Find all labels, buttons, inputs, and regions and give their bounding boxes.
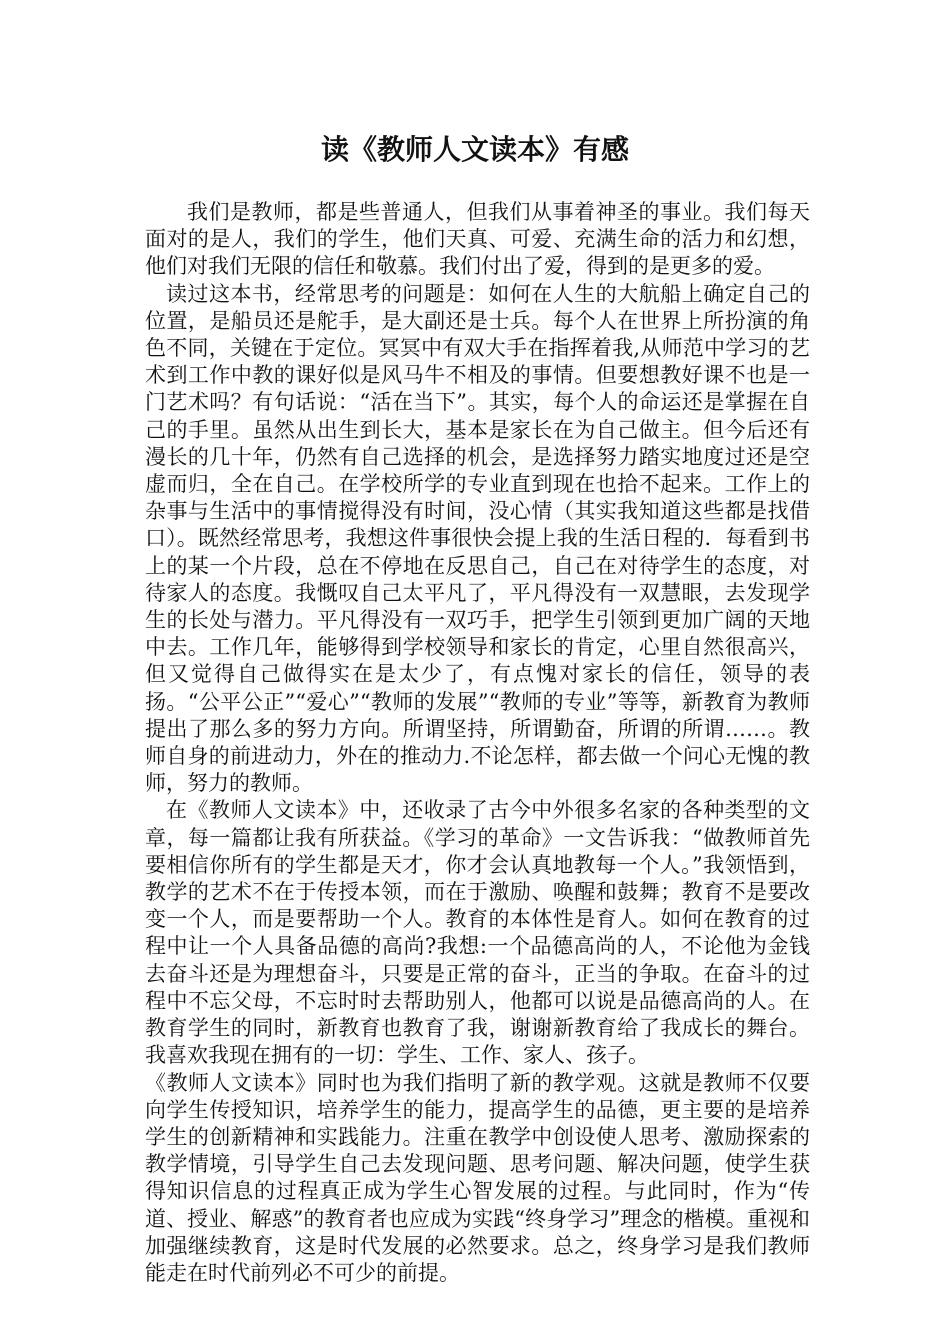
paragraph-2: 读过这本书，经常思考的问题是：如何在人生的大航船上确定自己的位置，是船员还是舵手，是大副还是士兵。每个人在世界上所扮演的角色不同，关键在于定位。冥冥中有双大手在指挥着我,从师范中学习的艺术到工作中教的课好似是风马牛不相及的事情。但要想教好课不也是一门艺术吗？有句话说：“活在当下”。其实，每个人的命运还是掌握在自己的手里。虽然从出生到长大，基本是家长在为自己做主。但今后还有漫长的几十年，仍然有自己选择的机会，是选择努力踏实地度过还是空虚而归，全在自己。在学校所学的专业直到现在也拾不起来。工作上的杂事与生活中的事情搅得没有时间，没心情（其实我知道这些都是找借口）。既然经常思考，我想这件事很快会提上我的生活日程的．每看到书上的某一个片段，总在不停地在反思自己，自己在对待学生的态度，对待家人的态度。我慨叹自己太平凡了，平凡得没有一双慧眼，去发现学生的长处与潜力。平凡得没有一双巧手，把学生引领到更加广阔的天地中去。工作几年，能够得到学校领导和家长的肯定，心里自然很高兴，但又觉得自己做得实在是太少了，有点愧对家长的信任，领导的表扬。“公平公正”“爱心”“教师的发展”“教师的专业”等等，新教育为教师提出了那么多的努力方向。所谓坚持，所谓勤奋，所谓的所谓……。教师自身的前进动力，外在的推动力.不论怎样，都去做一个问心无愧的教师，努力的教师。 <box>145 281 810 796</box>
document-body <box>145 199 810 1287</box>
paragraph-1: 我们是教师，都是些普通人，但我们从事着神圣的事业。我们每天面对的是人，我们的学生，他们天真、可爱、充满生命的活力和幻想，他们对我们无限的信任和敬慕。我们付出了爱，得到的是更多的爱。 <box>145 200 810 279</box>
paragraph-3: 在《教师人文读本》中，还收录了古今中外很多名家的各种类型的文章，每一篇都让我有所获益。《学习的革命》一文告诉我：“做教师首先要相信你所有的学生都是天才，你才会认真地教每一个人。”我领悟到，教学的艺术不在于传授本领，而在于激励、唤醒和鼓舞；教育不是要改变一个人，而是要帮助一个人。教育的本体性是育人。如何在教育的过程中让一个人具备品德的高尚?我想:一个品德高尚的人，不论他为金钱去奋斗还是为理想奋斗，只要是正常的奋斗，正当的争取。在奋斗的过程中不忘父母，不忘时时去帮助别人，他都可以说是品德高尚的人。在教育学生的同时，新教育也教育了我，谢谢新教育给了我成长的舞台。我喜欢我现在拥有的一切：学生、工作、家人、孩子。 <box>145 798 810 1068</box>
document-title: 读《教师人文读本》有感 <box>320 133 629 166</box>
paragraph-4: 《教师人文读本》同时也为我们指明了新的教学观。这就是教师不仅要向学生传授知识，培养学生的能力，提高学生的品德，更主要的是培养学生的创新精神和实践能力。注重在教学中创设使人思考、激励探索的教学情境，引导学生自己去发现问题、思考问题、解决问题，使学生获得知识信息的过程真正成为学生心智发展的过程。与此同时，作为“传道、授业、解惑”的教育者也应成为实践“终身学习”理念的楷模。重视和加强继续教育，这是时代发展的必然要求。总之，终身学习是我们教师能走在时代前列必不可少的前提。 <box>145 1070 810 1285</box>
